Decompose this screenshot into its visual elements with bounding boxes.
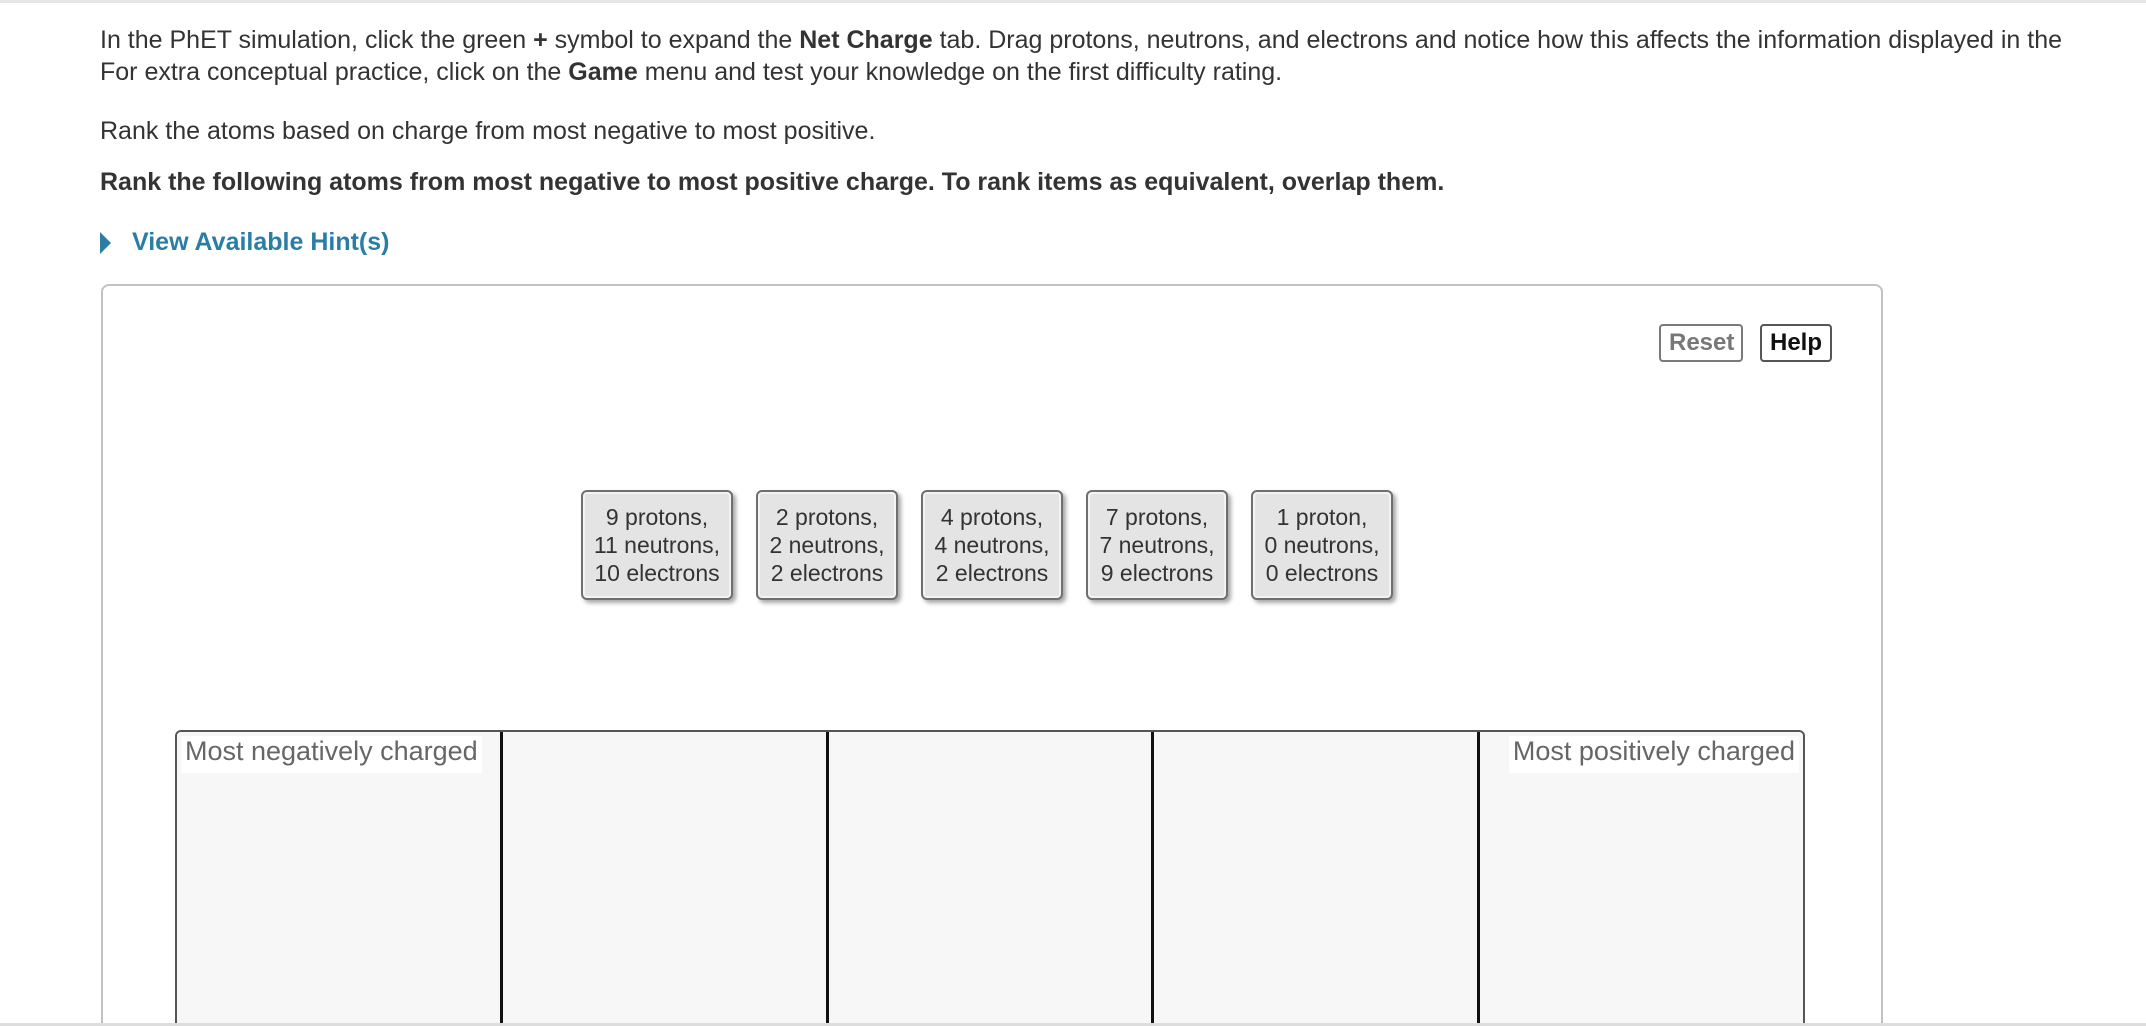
intro-line-2: For extra conceptual practice, click on the Game menu and test your knowledge on the first difficulty rating. bbox=[100, 58, 1283, 86]
ranking-bin-3[interactable] bbox=[829, 732, 1155, 1026]
ranking-bins bbox=[175, 730, 1805, 1026]
game-term: Game bbox=[568, 58, 638, 86]
help-button[interactable]: Help bbox=[1760, 324, 1832, 362]
atom-tile[interactable]: 1 proton, 0 neutrons, 0 electrons bbox=[1251, 490, 1393, 600]
atom-tile[interactable]: 7 protons, 7 neutrons, 9 electrons bbox=[1086, 490, 1228, 600]
triangle-right-icon bbox=[100, 232, 111, 254]
rank-instructions: Rank the following atoms from most negative to most positive charge. To rank items as equivalent, overlap them. bbox=[100, 168, 1445, 196]
most-negative-label: Most negatively charged bbox=[181, 736, 482, 773]
rank-prompt: Rank the atoms based on charge from most negative to most positive. bbox=[100, 117, 876, 145]
ranking-panel bbox=[101, 284, 1883, 1026]
atom-tile[interactable]: 9 protons, 11 neutrons, 10 electrons bbox=[581, 490, 733, 600]
most-positive-label: Most positively charged bbox=[1509, 736, 1799, 773]
net-charge-term: Net Charge bbox=[799, 26, 933, 54]
intro-line-1: In the PhET simulation, click the green + symbol to expand the Net Charge tab. Drag protons, neutrons, and electrons and notice how this affects the information displayed in the bbox=[100, 26, 2063, 54]
ranking-bin-2[interactable] bbox=[503, 732, 829, 1026]
ranking-bin-1[interactable] bbox=[177, 732, 503, 1026]
reset-button[interactable]: Reset bbox=[1659, 324, 1743, 362]
atom-tile[interactable]: 2 protons, 2 neutrons, 2 electrons bbox=[756, 490, 898, 600]
atom-tiles bbox=[581, 490, 1393, 600]
top-divider bbox=[0, 0, 2146, 3]
intro-text bbox=[100, 24, 2146, 88]
ranking-bin-4[interactable] bbox=[1154, 732, 1480, 1026]
atom-tile[interactable]: 4 protons, 4 neutrons, 2 electrons bbox=[921, 490, 1063, 600]
plus-symbol: + bbox=[533, 26, 548, 54]
ranking-bin-5[interactable] bbox=[1480, 732, 1803, 1026]
view-hints-toggle[interactable] bbox=[100, 228, 389, 257]
view-hints-label: View Available Hint(s) bbox=[132, 228, 390, 256]
